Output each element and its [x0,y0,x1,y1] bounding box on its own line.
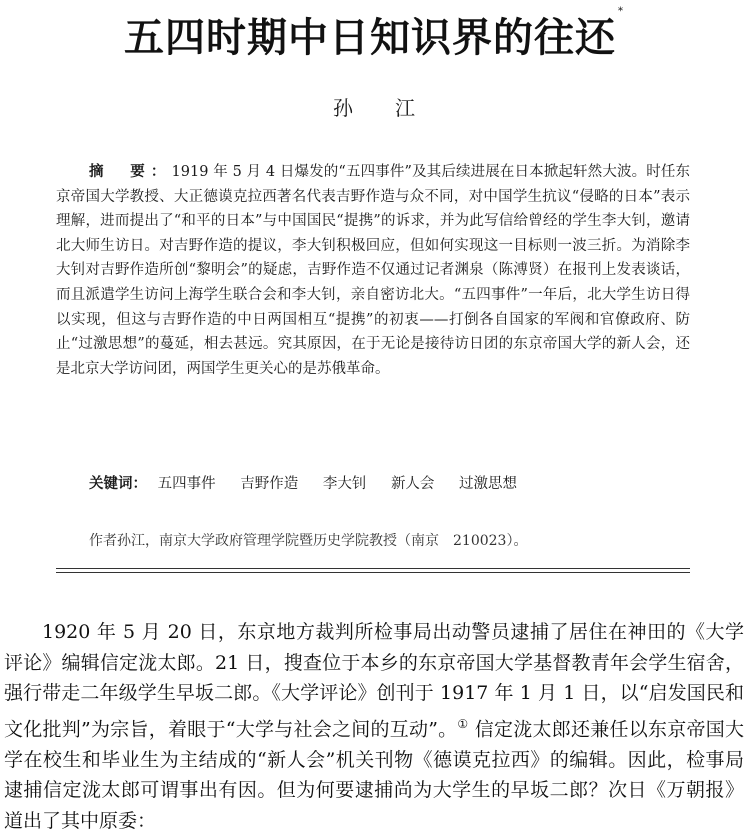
divider-top [56,568,690,569]
divider-bottom [56,572,690,573]
author-affiliation: 作者孙江，南京大学政府管理学院暨历史学院教授（南京 210023）。 [89,533,528,549]
keyword-item: 新人会 [390,476,435,492]
keywords [89,472,689,496]
title-footnote-mark: * [618,6,624,17]
keyword-item: 过激思想 [459,476,518,492]
keyword-item: 五四事件 [157,476,216,492]
author-name: 孙江 [333,96,457,120]
abstract [56,160,690,381]
title-text: 五四时期中日知识界的往还 [124,14,616,61]
body-paragraph [4,617,744,836]
page-title [0,6,748,63]
keyword-item: 吉野作造 [240,476,299,492]
abstract-text: 1919 年 5 月 4 日爆发的“五四事件”及其后续进展在日本掀起轩然大波。时任东京帝国大学教授、大正德谟克拉西著名代表吉野作造与众不同，对中国学生抗议“侵略的日本”表示理解，进而提出了“和平的日本”与中国国民“提携”的诉求，并为此写信给曾经的学生李大钊，邀请北大师生访日。对吉野作造的提议，李大钊积极回应，但如何实现这一目标则一波三折。为消除李大钊对吉野作造所创“黎明会”的疑虑，吉野作造不仅通过记者渊泉（陈溥贤）在报刊上发表谈话，而且派遣学生访问上海学生联合会和李大钊，亲自密访北大。“五四事件”一年后，北大学生访日得以实现，但这与吉野作造的中日两国相互“提携”的初衷——打倒各自国家的军阀和官僚政府、防止“过激思想”的蔓延，相去甚远。究其原因，在于无论是接待访日团的东京帝国大学的新人会，还是北京大学访问团，两国学生更关心的是苏俄革命。 [56,164,690,377]
footnote-marker[interactable]: ① [457,716,469,731]
body-text-part-2: 信定泷太郎还兼任以东京帝国大学在校生和毕业生为主结成的“新人会”机关刊物《德谟克拉西》的编辑。因此，检事局逮捕信定泷太郎可谓事出有因。但为何要逮捕尚为大学生的早坂二郎？次日《万朝报》道出了其中原委： [4,718,744,832]
body-text-part-1: 1920 年 5 月 20 日，东京地方裁判所检事局出动警员逮捕了居住在神田的《大学评论》编辑信定泷太郎。21 日，搜查位于本乡的东京帝国大学基督教青年会学生宿舍，强行带走二年级学生早坂二郎。《大学评论》创刊于 1917 年 1 月 1 日，以“启发国民和文化批判”为宗旨，着眼于“大学与社会之间的互动”。 [4,621,744,741]
keywords-label: 关键词： [89,475,147,492]
abstract-label: 摘 要： [89,163,172,180]
keyword-item: 李大钊 [322,476,367,492]
